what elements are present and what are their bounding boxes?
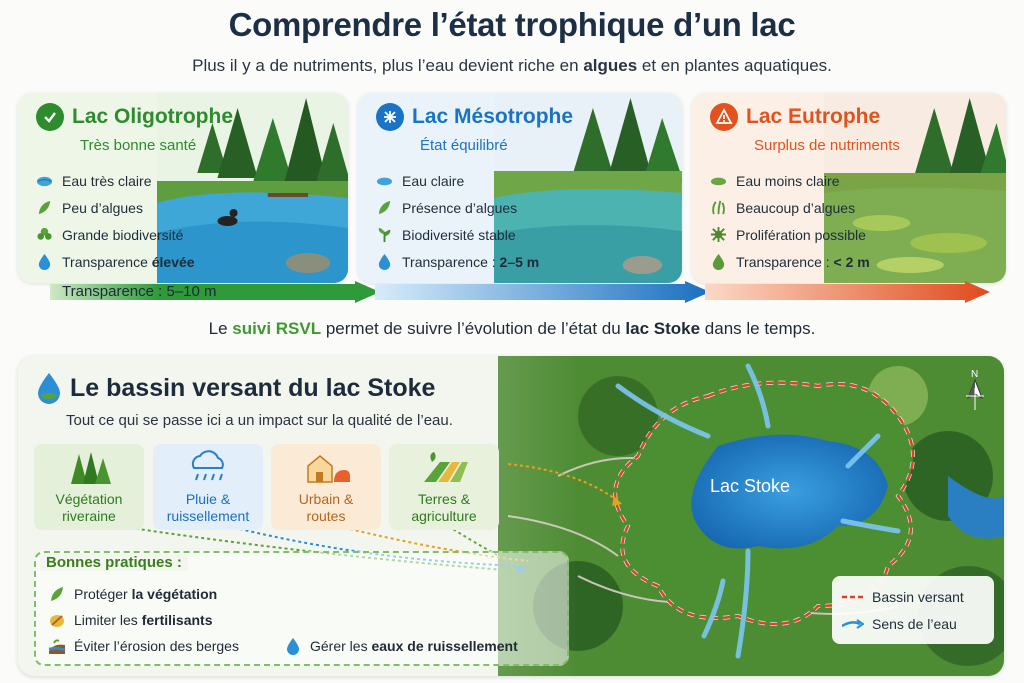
page-subtitle <box>0 56 1024 76</box>
green-drop-icon <box>710 253 727 270</box>
source-label: ruissellement <box>166 508 250 524</box>
item-text: Eau moins claire <box>736 172 840 189</box>
item-text: Grande biodiversité <box>62 226 184 243</box>
watershed-panel <box>18 356 1004 676</box>
list-item <box>36 221 195 248</box>
item-bold: 2–5 m <box>499 253 540 270</box>
rsvl-statement <box>0 319 1024 339</box>
list-item <box>710 221 870 248</box>
practice-text: Gérer les <box>310 638 372 654</box>
source-urban <box>271 444 381 530</box>
list-item <box>376 194 539 221</box>
source-label: Végétation <box>55 491 123 507</box>
card-subtitle: Surplus de nutriments <box>754 137 900 154</box>
item-text: Transparence <box>62 253 152 270</box>
item-text: Prolifération possible <box>736 226 866 243</box>
fertilizer-icon <box>48 611 66 629</box>
list-item <box>710 248 870 275</box>
card-oligotrophe <box>18 93 348 283</box>
balance-icon <box>376 103 404 131</box>
list-item <box>36 194 195 221</box>
list-item <box>710 194 870 221</box>
riverbank-icon <box>48 637 66 655</box>
card-title-text: Lac Eutrophe <box>746 105 881 128</box>
green-water-icon <box>710 172 727 189</box>
legend-label: Sens de l’eau <box>872 616 957 632</box>
trees-icon <box>61 450 117 486</box>
transparency-label: Transparence : 5–10 m <box>62 283 217 300</box>
practice-bold: eaux de ruissellement <box>371 638 518 654</box>
source-rain <box>153 444 263 530</box>
rain-cloud-icon <box>180 450 236 486</box>
legend-flow <box>842 616 957 632</box>
leaf-icon <box>36 199 53 216</box>
item-text: Eau claire <box>402 172 465 189</box>
lake-label: Lac Stoke <box>710 476 791 496</box>
flow-arrow-icon <box>842 618 864 630</box>
item-text: Présence d’algues <box>402 199 518 216</box>
card-eutrophe <box>692 93 1006 283</box>
list-item <box>376 167 539 194</box>
house-icon <box>298 450 354 486</box>
check-circle-icon <box>36 103 64 131</box>
watershed-title <box>36 372 435 404</box>
list-item <box>376 248 539 275</box>
droplet-icon <box>36 253 53 270</box>
plant-icon <box>36 226 53 243</box>
card-subtitle: Très bonne santé <box>80 137 197 154</box>
page-title: Comprendre l’état trophique d’un lac <box>228 6 796 43</box>
item-bold: élevée <box>151 253 195 270</box>
source-agriculture <box>389 444 499 530</box>
practice-bold: fertilisants <box>141 612 213 628</box>
source-label: riveraine <box>62 508 116 524</box>
plant-icon <box>376 226 393 243</box>
source-label: Pluie & <box>185 491 231 507</box>
item-bold: < 2 m <box>833 253 870 270</box>
source-label: Urbain & <box>298 491 354 507</box>
leaf-icon <box>376 199 393 216</box>
legend-basin <box>842 589 964 605</box>
subtitle-text: Plus il y a de nutriments, plus l’eau devient riche en <box>192 56 584 75</box>
practice-item <box>48 611 213 629</box>
source-label: Terres & <box>417 491 471 507</box>
water-oval-icon <box>376 172 393 189</box>
water-drop-blue-icon <box>36 172 53 189</box>
rsvl-text: permet de suivre l’évolution de l’état du <box>321 319 626 338</box>
good-practices-title: Bonnes pratiques : <box>40 554 188 571</box>
rsvl-text: dans le temps. <box>700 319 816 338</box>
practice-text: Protéger <box>74 586 132 602</box>
list-item <box>36 167 195 194</box>
subtitle-text-end: et en plantes aquatiques. <box>637 56 832 75</box>
dashed-line-icon <box>842 593 864 601</box>
legend-label: Bassin versant <box>872 589 964 605</box>
practice-bold: la végétation <box>131 586 218 602</box>
item-text: Transparence : <box>736 253 834 270</box>
card-subtitle: État équilibré <box>420 137 508 154</box>
leaf-icon <box>48 585 66 603</box>
warning-icon <box>710 103 738 131</box>
subtitle-bold: algues <box>583 56 638 75</box>
item-text: Eau très claire <box>62 172 152 189</box>
watershed-subtitle: Tout ce qui se passe ici a un impact sur la qualité de l’eau. <box>66 412 453 429</box>
practice-item <box>284 637 518 655</box>
rsvl-text: Le <box>208 319 233 338</box>
north-label: N <box>971 369 979 380</box>
list-item <box>376 221 539 248</box>
algae-icon <box>710 199 727 216</box>
item-text: Beaucoup d’algues <box>736 199 856 216</box>
source-label: routes <box>306 508 346 524</box>
watershed-title-text: Le bassin versant du lac Stoke <box>70 373 436 402</box>
card-oligotrophe-title <box>36 103 233 131</box>
practice-item <box>48 637 239 655</box>
item-text: Transparence : <box>402 253 500 270</box>
item-text: Peu d’algues <box>62 199 143 216</box>
card-title-text: Lac Mésotrophe <box>412 105 574 128</box>
card-mesotrophe-title <box>376 103 573 131</box>
card-mesotrophe <box>358 93 682 283</box>
map-legend <box>832 576 994 644</box>
fields-icon <box>416 450 472 486</box>
card-eutrophe-title <box>710 103 900 131</box>
droplet-icon <box>376 253 393 270</box>
list-item <box>36 248 195 275</box>
rsvl-lake-name: lac Stoke <box>625 319 701 338</box>
item-text: Biodiversité stable <box>402 226 516 243</box>
water-drop-leaf-icon <box>36 372 62 404</box>
practice-item <box>48 585 217 603</box>
droplet-icon <box>284 637 302 655</box>
source-vegetation <box>34 444 144 530</box>
list-item <box>710 167 870 194</box>
rsvl-highlight: suivi RSVL <box>232 319 322 338</box>
card-title-text: Lac Oligotrophe <box>72 105 234 128</box>
source-label: agriculture <box>411 508 477 524</box>
bloom-icon <box>710 226 727 243</box>
practice-text: Limiter les <box>74 612 142 628</box>
practice-text: Éviter l’érosion des berges <box>74 638 239 654</box>
